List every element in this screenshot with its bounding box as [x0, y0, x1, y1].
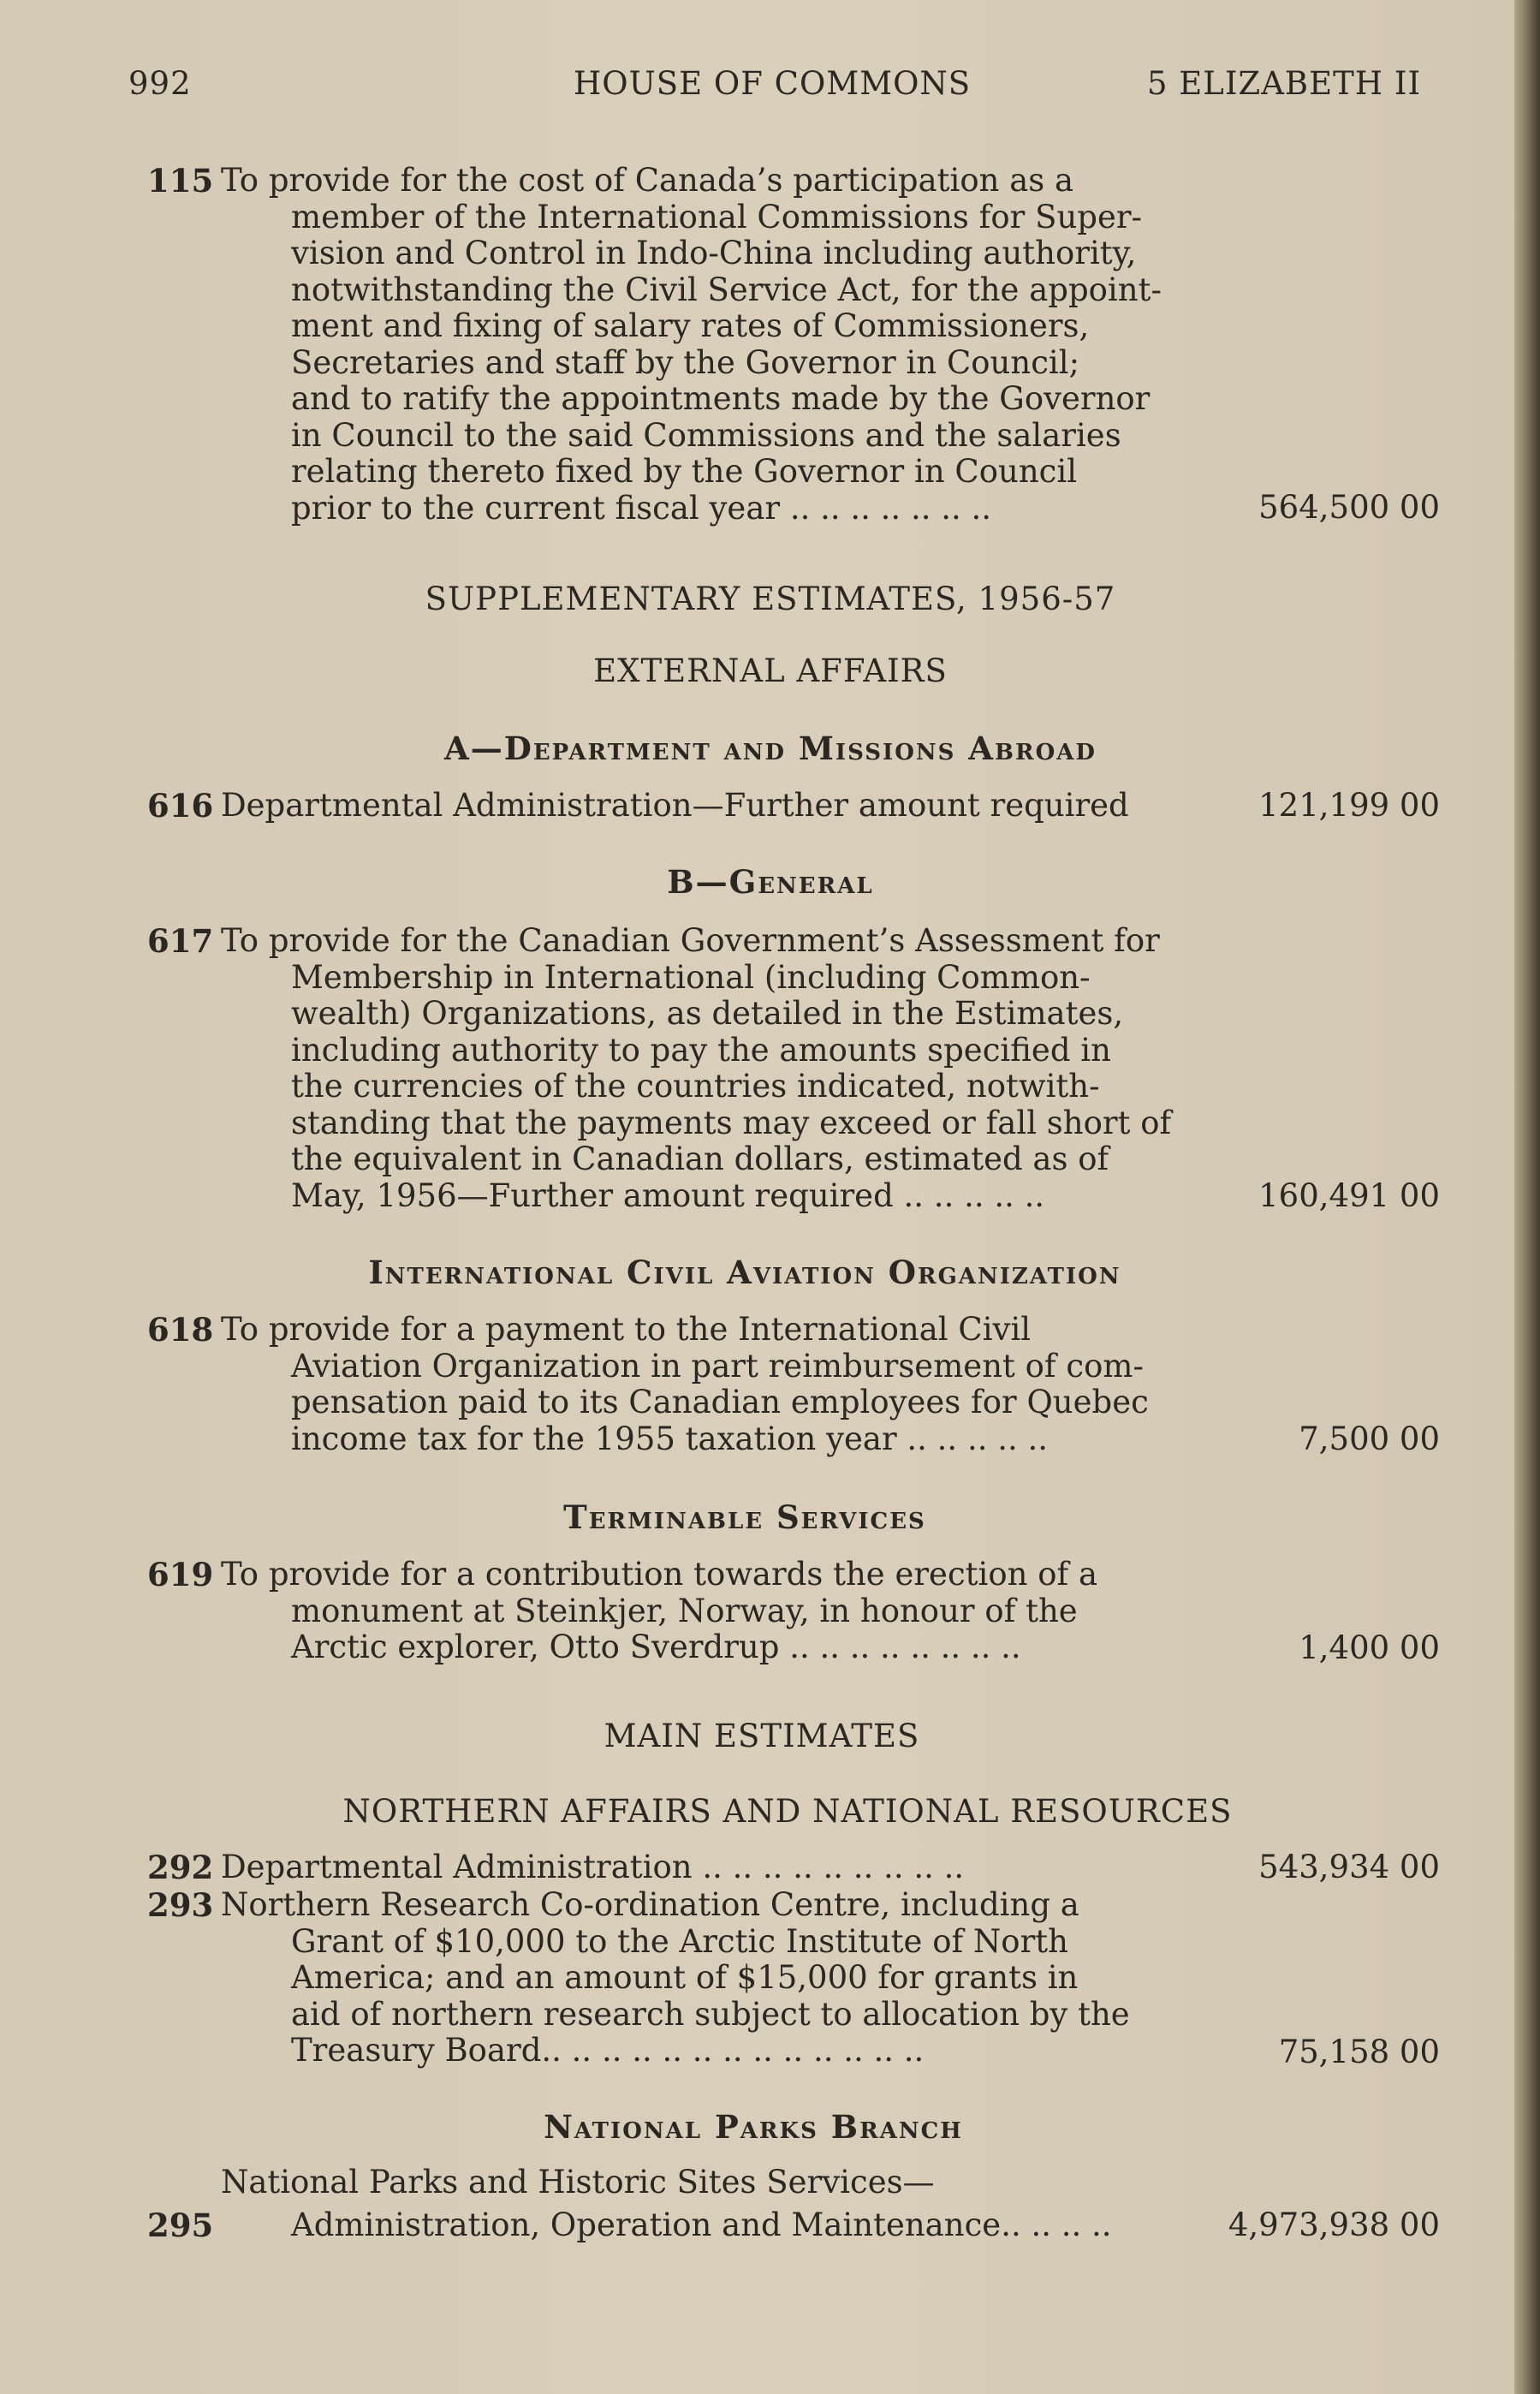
vote-number: 295 — [147, 2206, 214, 2244]
item-amount: 121,199 00 — [1258, 787, 1440, 824]
external-affairs-heading: EXTERNAL AFFAIRS — [593, 652, 948, 689]
description-line: To provide for a payment to the International Civil — [221, 1311, 1032, 1348]
description-line: Treasury Board.. .. .. .. .. .. .. .. .. .. .. .. .. — [291, 2032, 925, 2069]
main-estimates-heading: MAIN ESTIMATES — [604, 1718, 920, 1754]
description-line: standing that the payments may exceed or fall short of — [291, 1104, 1172, 1141]
description-line: Secretaries and staff by the Governor in Council; — [291, 343, 1080, 381]
description-line: America; and an amount of $15,000 for grants in — [291, 1959, 1079, 1996]
description-line: and to ratify the appointments made by the Governor — [291, 380, 1151, 417]
page-number: 992 — [128, 65, 192, 102]
description-line: the currencies of the countries indicated, notwith- — [291, 1068, 1100, 1105]
item-amount: 564,500 00 — [1258, 489, 1440, 526]
item-amount: 160,491 00 — [1258, 1177, 1440, 1214]
description-line: Northern Research Co-ordination Centre, including a — [221, 1886, 1079, 1923]
reign-year: 5 ELIZABETH II — [1147, 65, 1422, 102]
description-line: pensation paid to its Canadian employees for Quebec — [291, 1384, 1149, 1420]
description-line: relating thereto fixed by the Governor in Council — [291, 453, 1078, 490]
description-line: the equivalent in Canadian dollars, estimated as of — [291, 1140, 1109, 1177]
description-line: Aviation Organization in part reimbursement of com- — [291, 1347, 1144, 1385]
item-amount: 75,158 00 — [1278, 2034, 1440, 2070]
description-line: May, 1956—Further amount required .. .. .. .. .. — [291, 1176, 1045, 1214]
running-title: HOUSE OF COMMONS — [574, 65, 972, 102]
section-parks-heading: National Parks Branch — [544, 2108, 963, 2146]
section-b-heading: B—General — [667, 863, 874, 901]
item-amount: 543,934 00 — [1258, 1849, 1440, 1885]
item-description — [221, 923, 1181, 1214]
description-line: Administration, Operation and Maintenance.. .. .. .. — [291, 2206, 1112, 2243]
item-amount: 4,973,938 00 — [1228, 2206, 1440, 2243]
item-description — [221, 1849, 1181, 1886]
vote-number: 618 — [147, 1311, 214, 1349]
vote-number: 617 — [147, 922, 214, 960]
parks-subheading — [221, 2165, 1181, 2201]
vote-number: 115 — [147, 162, 214, 200]
section-a-heading: A—Department and Missions Abroad — [444, 730, 1097, 767]
description-line: wealth) Organizations, as detailed in the Estimates, — [291, 995, 1124, 1032]
item-description — [221, 1887, 1181, 2069]
vote-number: 619 — [147, 1556, 214, 1593]
description-line: monument at Steinkjer, Norway, in honour of the — [291, 1592, 1078, 1629]
description-line: Membership in International (including Common- — [291, 958, 1091, 996]
item-amount: 1,400 00 — [1299, 1629, 1440, 1666]
description-line: To provide for the cost of Canada’s participation as a — [221, 162, 1074, 199]
item-description — [221, 163, 1181, 527]
book-binding-edge — [1514, 0, 1540, 2394]
vote-number: 293 — [147, 1886, 214, 1924]
description-line: in Council to the said Commissions and the salaries — [291, 416, 1121, 454]
description-line: Departmental Administration .. .. .. .. .. .. .. .. .. — [221, 1849, 965, 1885]
description-line: including authority to pay the amounts specified in — [291, 1031, 1111, 1069]
section-icao-heading: International Civil Aviation Organization — [368, 1254, 1121, 1291]
description-line: ment and fixing of salary rates of Commissioners, — [291, 307, 1090, 344]
description-line: Departmental Administration—Further amount required — [221, 787, 1129, 824]
supplementary-estimates-heading: SUPPLEMENTARY ESTIMATES, 1956-57 — [425, 581, 1116, 617]
section-terminable-heading: Terminable Services — [563, 1498, 926, 1536]
description-line: prior to the current fiscal year .. .. .. .. .. .. .. — [291, 489, 992, 527]
description-line: Arctic explorer, Otto Sverdrup .. .. .. .. .. .. .. .. — [291, 1629, 1021, 1665]
description-line: notwithstanding the Civil Service Act, for the appoint- — [291, 271, 1162, 308]
item-description — [221, 1557, 1181, 1666]
vote-number: 616 — [147, 787, 214, 825]
description-line: To provide for a contribution towards the erection of a — [221, 1556, 1098, 1593]
description-line: aid of northern research subject to allocation by the — [291, 1995, 1130, 2033]
item-amount: 7,500 00 — [1299, 1420, 1440, 1457]
northern-affairs-heading: NORTHERN AFFAIRS AND NATIONAL RESOURCES — [342, 1793, 1233, 1830]
description-line: income tax for the 1955 taxation year .. .. .. .. .. — [291, 1420, 1049, 1457]
description-line: National Parks and Historic Sites Services— — [221, 2164, 935, 2200]
description-line: To provide for the Canadian Government’s Assessment for — [221, 922, 1160, 959]
item-description — [221, 2207, 1181, 2244]
description-line: vision and Control in Indo-China including authority, — [291, 235, 1137, 271]
item-description — [221, 788, 1181, 825]
item-description — [221, 1312, 1181, 1457]
description-line: member of the International Commissions for Super- — [291, 198, 1143, 235]
description-line: Grant of $10,000 to the Arctic Institute of North — [291, 1922, 1068, 1960]
vote-number: 292 — [147, 1849, 214, 1886]
